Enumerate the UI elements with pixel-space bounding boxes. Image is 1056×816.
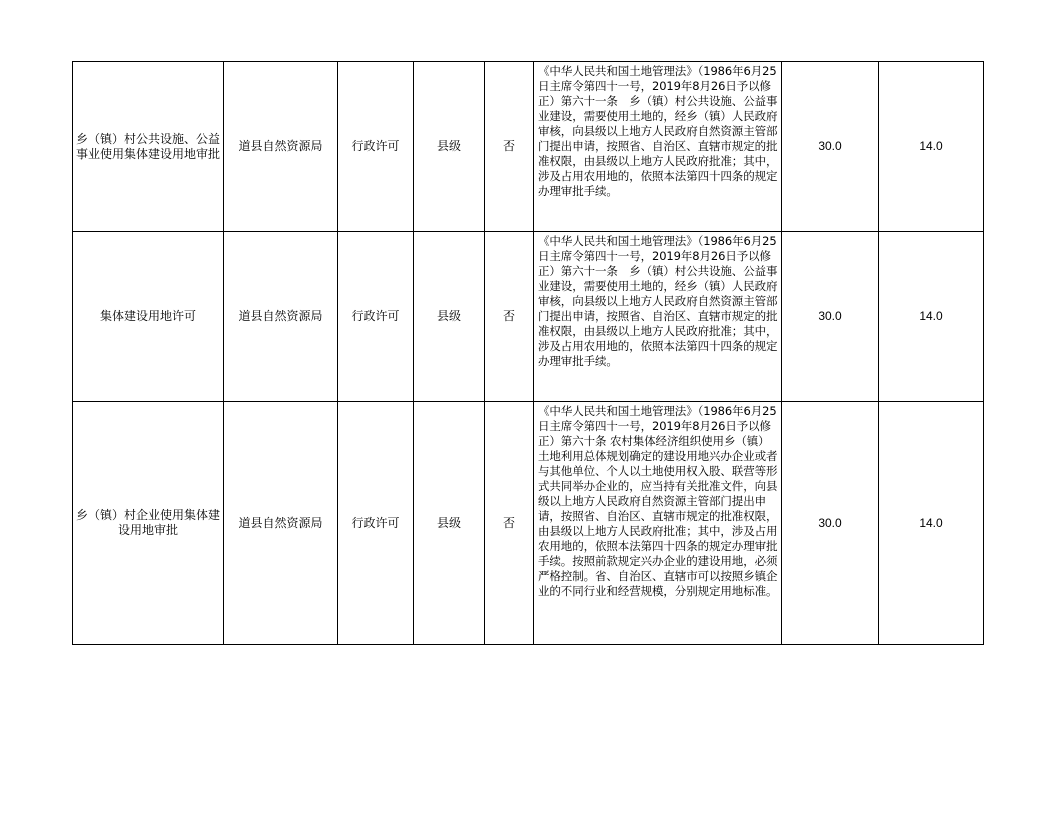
legal-basis-cell — [534, 62, 782, 232]
legal-basis-text: 《中华人民共和国土地管理法》（1986年6月25日主席令第四十一号，2019年8月26日予以修正）第六十一条 乡（镇）村公共设施、公益事业建设，需要使用土地的，经乡（镇）人民政府审核，向县级以上地方人民政府自然资源主管部门提出申请，按照省、自治区、直辖市规定的批准权限，由县级以上地方人民政府批准；其中，涉及占用农用地的，依照本法第四十四条的规定办理审批手续。 — [538, 234, 778, 368]
level-cell: 县级 — [414, 62, 485, 232]
legal-time-limit-cell: 30.0 — [782, 62, 879, 232]
department-cell: 道县自然资源局 — [224, 402, 338, 645]
legal-basis-cell — [534, 402, 782, 645]
legal-basis-text: 《中华人民共和国土地管理法》（1986年6月25日主席令第四十一号，2019年8月26日予以修正）第六十条 农村集体经济组织使用乡（镇）土地利用总体规划确定的建设用地兴办企业或者与其他单位、个人以土地使用权入股、联营等形式共同举办企业的，应当持有关批准文件，向县级以上地方人民政府自然资源主管部门提出申请，按照省、自治区、直辖市规定的批准权限，由县级以上地方人民政府批准；其中，涉及占用农用地的，依照本法第四十四条的规定办理审批手续。按照前款规定兴办企业的建设用地，必须严格控制。省、自治区、直辖市可以按照乡镇企业的不同行业和经营规模，分别规定用地标准。 — [538, 404, 778, 598]
legal-time-limit-cell: 30.0 — [782, 232, 879, 402]
item-name-cell: 集体建设用地许可 — [73, 232, 224, 402]
level-cell: 县级 — [414, 232, 485, 402]
flag-cell: 否 — [485, 62, 534, 232]
item-type-cell: 行政许可 — [338, 62, 414, 232]
item-name-cell: 乡（镇）村公共设施、公益事业使用集体建设用地审批 — [73, 62, 224, 232]
department-cell: 道县自然资源局 — [224, 232, 338, 402]
legal-basis-text: 《中华人民共和国土地管理法》（1986年6月25日主席令第四十一号，2019年8月26日予以修正）第六十一条 乡（镇）村公共设施、公益事业建设，需要使用土地的，经乡（镇）人民政府审核，向县级以上地方人民政府自然资源主管部门提出申请，按照省、自治区、直辖市规定的批准权限，由县级以上地方人民政府批准；其中，涉及占用农用地的，依照本法第四十四条的规定办理审批手续。 — [538, 64, 778, 198]
promised-time-limit-cell: 14.0 — [879, 62, 984, 232]
promised-time-limit-cell: 14.0 — [879, 402, 984, 645]
legal-basis-cell — [534, 232, 782, 402]
permit-table — [72, 61, 984, 645]
flag-cell: 否 — [485, 402, 534, 645]
promised-time-limit-cell: 14.0 — [879, 232, 984, 402]
department-cell: 道县自然资源局 — [224, 62, 338, 232]
table-row — [73, 232, 984, 402]
legal-time-limit-cell: 30.0 — [782, 402, 879, 645]
table-row — [73, 62, 984, 232]
table-row — [73, 402, 984, 645]
item-name-cell: 乡（镇）村企业使用集体建设用地审批 — [73, 402, 224, 645]
item-type-cell: 行政许可 — [338, 232, 414, 402]
item-type-cell: 行政许可 — [338, 402, 414, 645]
level-cell: 县级 — [414, 402, 485, 645]
flag-cell: 否 — [485, 232, 534, 402]
